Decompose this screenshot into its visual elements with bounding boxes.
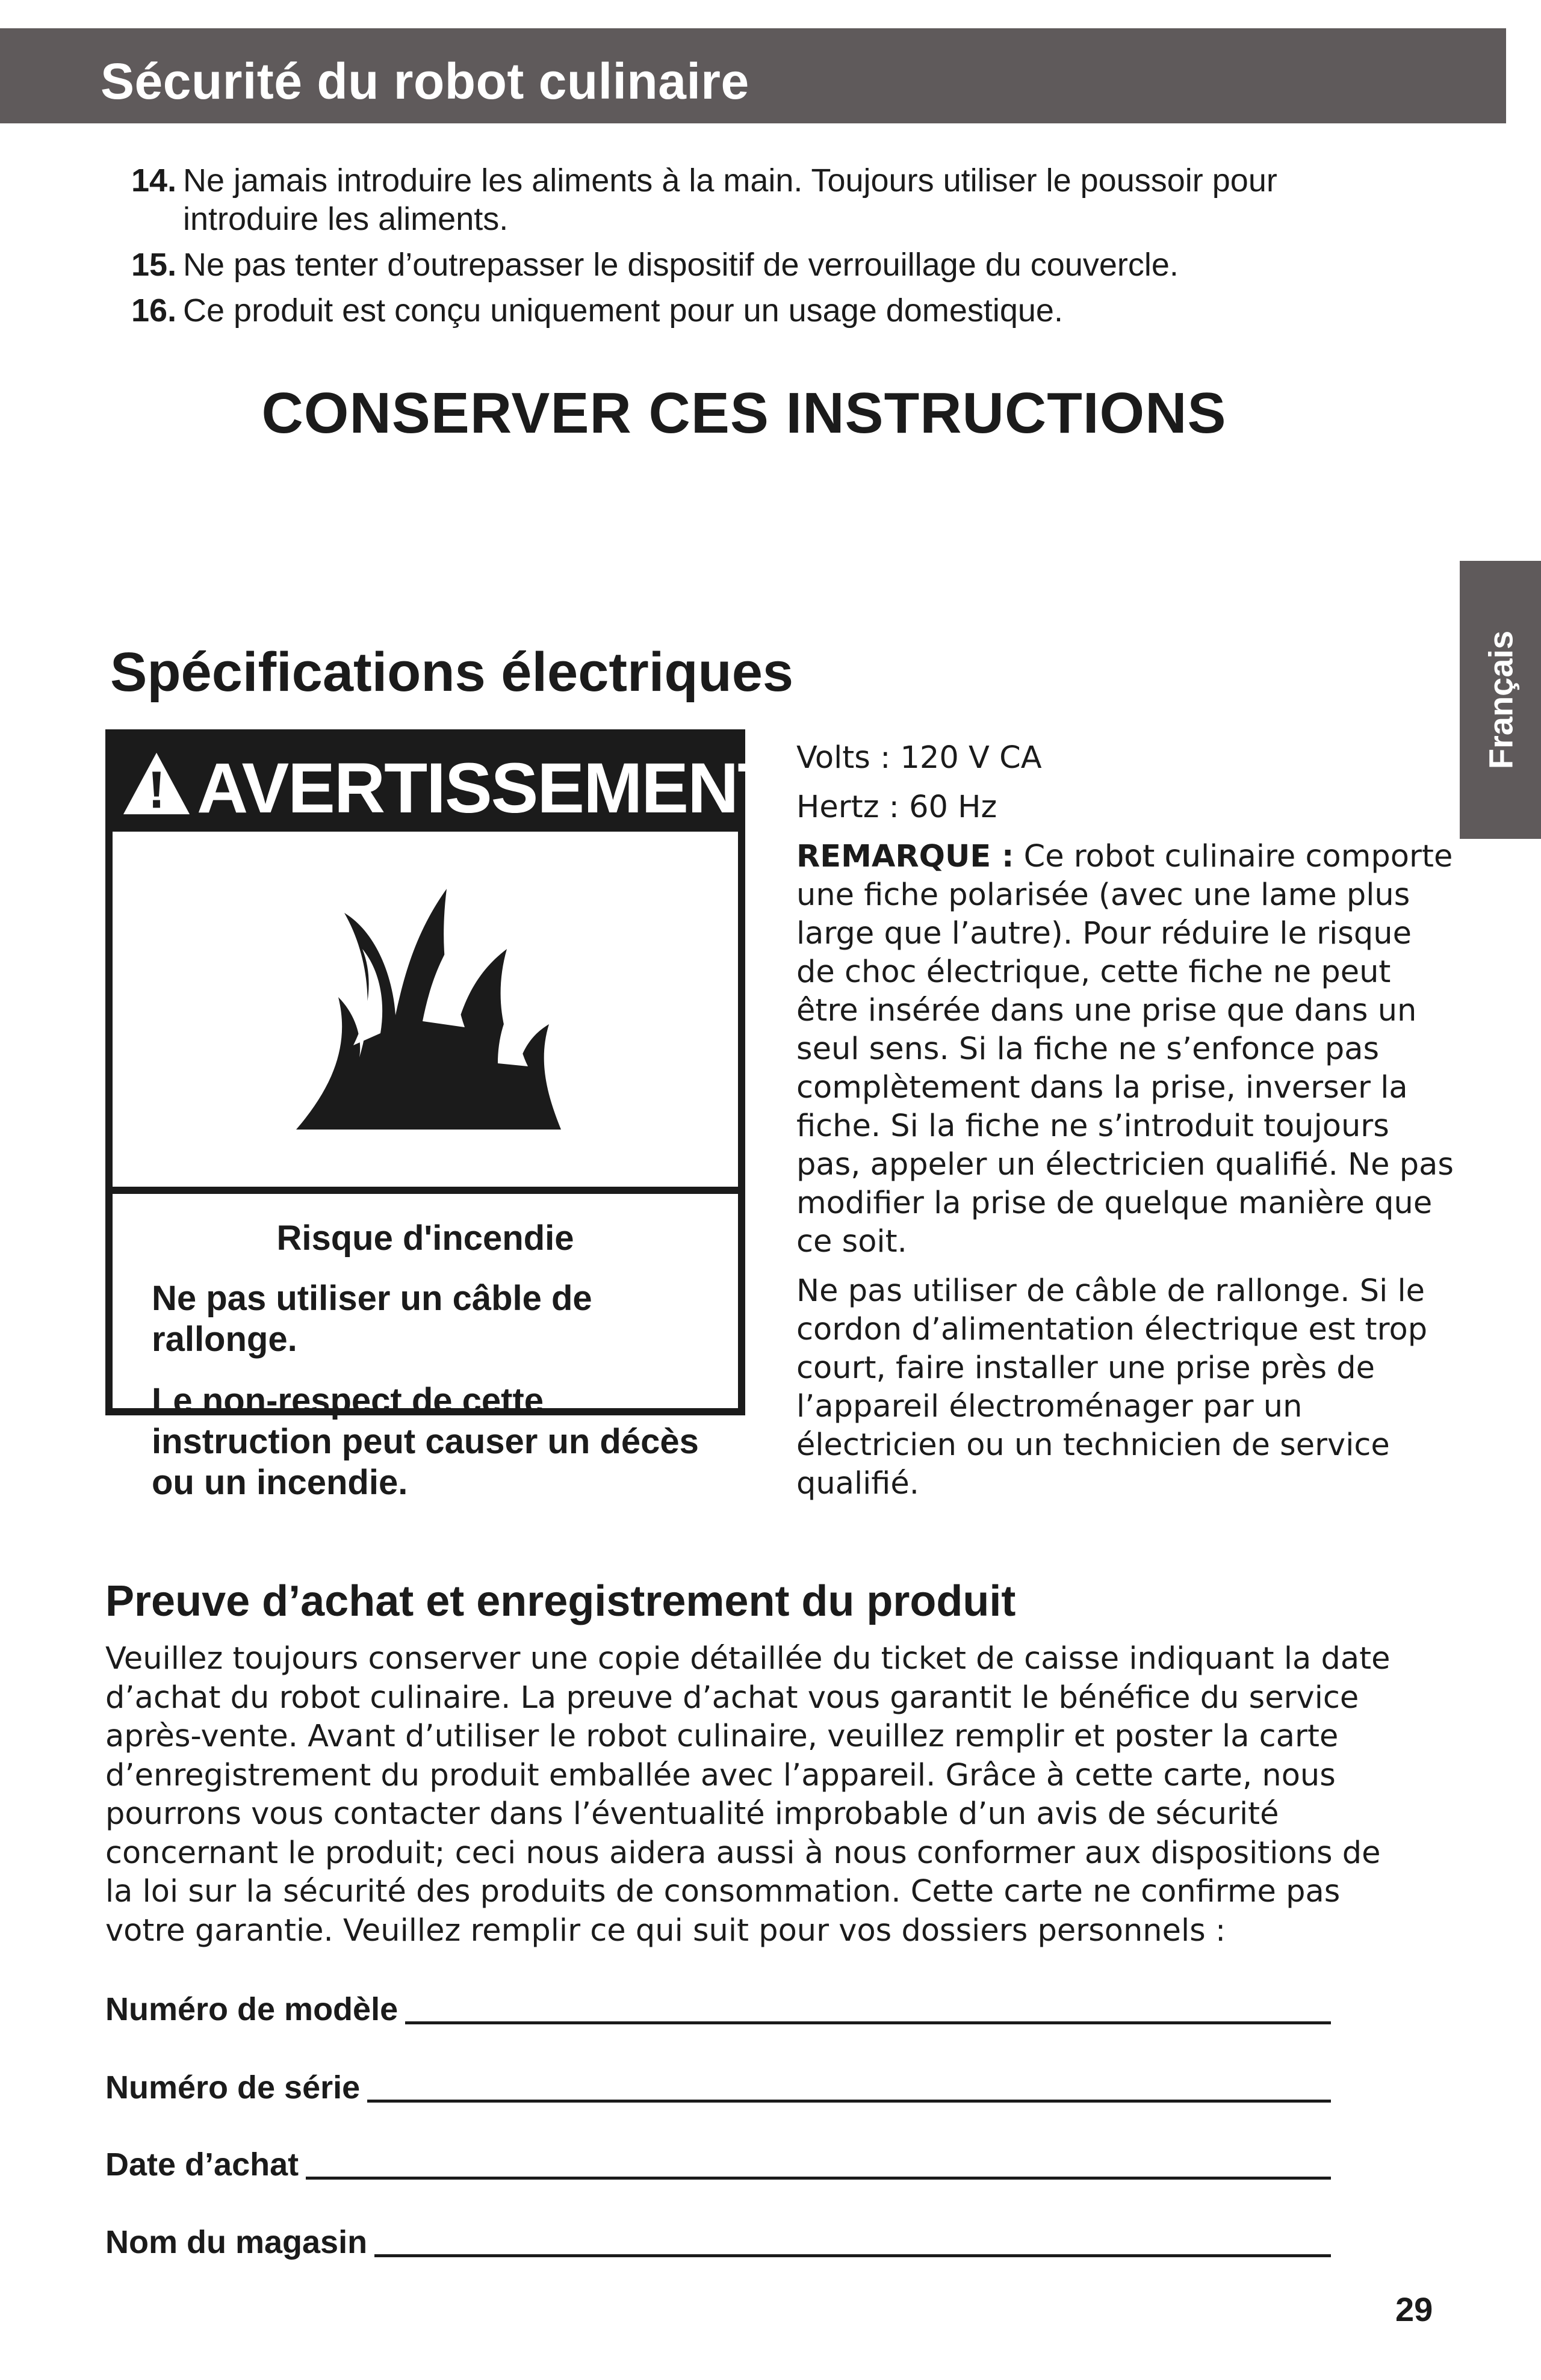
language-tab — [1460, 561, 1541, 839]
field-label: Nom du magasin — [105, 2224, 368, 2260]
note-label: REMARQUE : — [796, 839, 1014, 874]
page-title: Sécurité du robot culinaire — [101, 53, 749, 110]
warning-text-2: Le non-respect de cette instruction peut causer un décès ou un incendie. — [152, 1381, 699, 1502]
serial-number-field[interactable] — [105, 2064, 1331, 2106]
purchase-date-field[interactable] — [105, 2141, 1331, 2183]
field-line[interactable] — [405, 2021, 1331, 2024]
list-item-number: 14. — [131, 162, 177, 199]
store-name-field[interactable] — [105, 2219, 1331, 2261]
list-item-number: 15. — [131, 247, 177, 283]
fire-icon — [296, 865, 561, 1136]
list-item — [131, 246, 1335, 284]
note-paragraph — [796, 838, 1459, 1261]
hertz-text: Hertz : 60 Hz — [796, 790, 997, 825]
field-label: Date d’achat — [105, 2147, 299, 2183]
field-line[interactable] — [306, 2177, 1331, 2180]
volts-text: Volts : 120 V CA — [796, 740, 1042, 776]
specs-text — [796, 739, 1459, 1514]
list-item-text: Ne pas tenter d’outrepasser le dispositif de verrouillage du couvercle. — [183, 247, 1179, 283]
save-instructions-heading: CONSERVER CES INSTRUCTIONS — [261, 381, 1227, 445]
field-line[interactable] — [367, 2100, 1331, 2103]
warning-triangle-icon — [121, 750, 192, 817]
safety-list — [131, 161, 1335, 337]
list-item — [131, 291, 1335, 330]
risk-title: Risque d'incendie — [276, 1219, 574, 1258]
warning-box — [105, 729, 780, 1502]
model-number-field[interactable] — [105, 1986, 1331, 2028]
field-line[interactable] — [374, 2254, 1331, 2257]
extension-paragraph: Ne pas utiliser de câble de rallonge. Si le cordon d’alimentation électrique est trop court, faire installer une prise près de l’appareil électroménager par un électricien ou un technicien de service qualifié. — [796, 1273, 1428, 1501]
list-item-text: Ce produit est conçu uniquement pour un usage domestique. — [183, 292, 1063, 329]
fire-illustration — [113, 832, 738, 1194]
warning-title: AVERTISSEMENT — [197, 749, 780, 828]
purchase-heading: Preuve d’achat et enregistrement du produit — [105, 1577, 1016, 1625]
field-label: Numéro de série — [105, 2069, 361, 2106]
field-label: Numéro de modèle — [105, 1991, 398, 2027]
list-item-text: Ne jamais introduire les aliments à la main. Toujours utiliser le poussoir pour introduire les aliments. — [183, 162, 1277, 237]
page-number: 29 — [1395, 2290, 1433, 2328]
note-text: Ce robot culinaire comporte une fiche polarisée (avec une lame plus large que l’autre). Pour réduire le risque de choc électrique, cette fiche ne peut être insérée dans une prise que dans un seul sens. Si la fiche ne s’enfonce pas complètement dans la prise, inverser la fiche. Si la fiche ne s’introduit toujours pas, appeler un électricien qualifié. Ne pas modifier la prise de quelque manière que ce soit. — [796, 839, 1454, 1260]
warning-header — [113, 737, 780, 832]
specs-heading: Spécifications électriques — [110, 641, 794, 703]
warning-text-1: Ne pas utiliser un câble de rallonge. — [152, 1279, 592, 1359]
list-item — [131, 161, 1335, 238]
language-tab-label: Français — [1481, 630, 1519, 770]
purchase-body: Veuillez toujours conserver une copie détaillée du ticket de caisse indiquant la date d’achat du robot culinaire. La preuve d’achat vous garantit le bénéfice du service après-vente. Avant d’utiliser le robot culinaire, veuillez remplir et poster la carte d’enregistrement du produit emballée avec l’appareil. Grâce à cette carte, nous pourrons vous contacter dans l’éventualité improbable d’un avis de sécurité concernant le produit; ceci nous aidera aussi à nous conformer aux dispositions de la loi sur la sécurité des produits de consommation. Cette carte ne confirme pas votre garantie. Veuillez remplir ce qui suit pour vos dossiers personnels : — [105, 1641, 1391, 1949]
list-item-number: 16. — [131, 292, 177, 329]
